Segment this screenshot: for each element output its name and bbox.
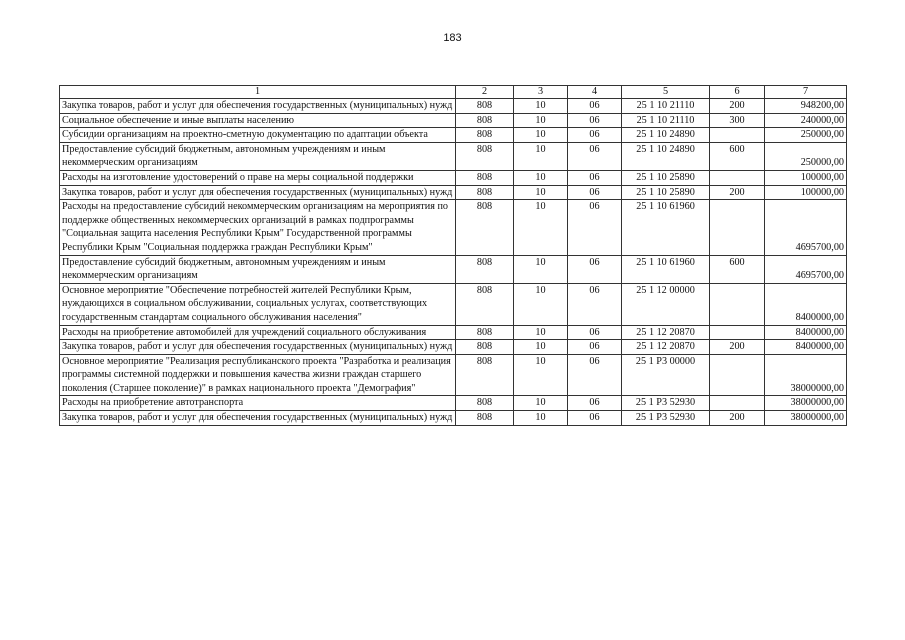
item-name: Предоставление субсидий бюджетным, автономным учреждениям и иным некоммерческим организациям (60, 142, 456, 170)
item-name: Основное мероприятие "Обеспечение потребностей жителей Республики Крым, нуждающихся в социальном обслуживании, социальных услугах, соответствующих государственным стандартам социального обслуживания населения" (60, 283, 456, 325)
ministry-code: 808 (456, 142, 514, 170)
col-header-6: 6 (710, 86, 765, 99)
subsection-code: 06 (568, 128, 622, 143)
subsection-code: 06 (568, 99, 622, 114)
ministry-code: 808 (456, 283, 514, 325)
target-article-code: 25 1 12 20870 (622, 340, 710, 355)
ministry-code: 808 (456, 354, 514, 396)
item-name: Закупка товаров, работ и услуг для обеспечения государственных (муниципальных) нужд (60, 185, 456, 200)
item-name: Расходы на приобретение автотранспорта (60, 396, 456, 411)
expense-type-code (710, 170, 765, 185)
ministry-code: 808 (456, 200, 514, 255)
col-header-2: 2 (456, 86, 514, 99)
expense-type-code (710, 128, 765, 143)
subsection-code: 06 (568, 200, 622, 255)
table-row (60, 255, 847, 283)
subsection-code: 06 (568, 340, 622, 355)
subsection-code: 06 (568, 185, 622, 200)
expense-type-code: 200 (710, 99, 765, 114)
col-header-1: 1 (60, 86, 456, 99)
target-article-code: 25 1 10 21110 (622, 113, 710, 128)
expense-type-code: 200 (710, 185, 765, 200)
item-name: Расходы на предоставление субсидий некоммерческим организациям на мероприятия по поддержке общественных некоммерческих организаций в рамках подпрограммы "Социальная защита населения Республики Крым" Государственной программы Республики Крым "Социальная поддержка граждан Республики Крым" (60, 200, 456, 255)
table-row (60, 113, 847, 128)
target-article-code: 25 1 12 00000 (622, 283, 710, 325)
amount: 100000,00 (765, 185, 847, 200)
expense-type-code: 200 (710, 411, 765, 426)
amount: 250000,00 (765, 142, 847, 170)
amount: 8400000,00 (765, 325, 847, 340)
amount: 250000,00 (765, 128, 847, 143)
section-code: 10 (514, 354, 568, 396)
section-code: 10 (514, 396, 568, 411)
target-article-code: 25 1 10 21110 (622, 99, 710, 114)
amount: 38000000,00 (765, 411, 847, 426)
target-article-code: 25 1 10 24890 (622, 128, 710, 143)
target-article-code: 25 1 10 25890 (622, 185, 710, 200)
ministry-code: 808 (456, 113, 514, 128)
expense-type-code: 600 (710, 142, 765, 170)
item-name: Закупка товаров, работ и услуг для обеспечения государственных (муниципальных) нужд (60, 99, 456, 114)
ministry-code: 808 (456, 185, 514, 200)
col-header-4: 4 (568, 86, 622, 99)
expense-type-code (710, 354, 765, 396)
header-row (60, 86, 847, 99)
amount: 100000,00 (765, 170, 847, 185)
section-code: 10 (514, 142, 568, 170)
budget-table (59, 85, 847, 426)
section-code: 10 (514, 411, 568, 426)
subsection-code: 06 (568, 325, 622, 340)
col-header-7: 7 (765, 86, 847, 99)
section-code: 10 (514, 325, 568, 340)
target-article-code: 25 1 10 24890 (622, 142, 710, 170)
expense-type-code: 600 (710, 255, 765, 283)
section-code: 10 (514, 200, 568, 255)
table-row (60, 170, 847, 185)
item-name: Основное мероприятие "Реализация республиканского проекта "Разработка и реализация программы системной поддержки и повышения качества жизни граждан старшего поколения (Старшее поколение)" в рамках национального проекта "Демография" (60, 354, 456, 396)
section-code: 10 (514, 170, 568, 185)
table-row (60, 340, 847, 355)
section-code: 10 (514, 113, 568, 128)
target-article-code: 25 1 10 25890 (622, 170, 710, 185)
section-code: 10 (514, 283, 568, 325)
amount: 8400000,00 (765, 283, 847, 325)
subsection-code: 06 (568, 411, 622, 426)
amount: 38000000,00 (765, 396, 847, 411)
expense-type-code (710, 396, 765, 411)
col-header-5: 5 (622, 86, 710, 99)
item-name: Субсидии организациям на проектно-сметную документацию по адаптации объекта (60, 128, 456, 143)
table-row (60, 185, 847, 200)
expense-type-code (710, 283, 765, 325)
ministry-code: 808 (456, 99, 514, 114)
table-row (60, 354, 847, 396)
table-row (60, 325, 847, 340)
amount: 4695700,00 (765, 255, 847, 283)
expense-type-code (710, 325, 765, 340)
amount: 240000,00 (765, 113, 847, 128)
table-row (60, 396, 847, 411)
amount: 38000000,00 (765, 354, 847, 396)
expense-type-code (710, 200, 765, 255)
subsection-code: 06 (568, 354, 622, 396)
expense-type-code: 300 (710, 113, 765, 128)
expense-type-code: 200 (710, 340, 765, 355)
subsection-code: 06 (568, 255, 622, 283)
table-row (60, 99, 847, 114)
subsection-code: 06 (568, 113, 622, 128)
item-name: Социальное обеспечение и иные выплаты населению (60, 113, 456, 128)
section-code: 10 (514, 340, 568, 355)
subsection-code: 06 (568, 170, 622, 185)
table-row (60, 128, 847, 143)
subsection-code: 06 (568, 142, 622, 170)
target-article-code: 25 1 10 61960 (622, 200, 710, 255)
ministry-code: 808 (456, 128, 514, 143)
section-code: 10 (514, 99, 568, 114)
table-row (60, 411, 847, 426)
target-article-code: 25 1 Р3 52930 (622, 396, 710, 411)
subsection-code: 06 (568, 396, 622, 411)
target-article-code: 25 1 Р3 00000 (622, 354, 710, 396)
section-code: 10 (514, 255, 568, 283)
item-name: Закупка товаров, работ и услуг для обеспечения государственных (муниципальных) нужд (60, 411, 456, 426)
amount: 8400000,00 (765, 340, 847, 355)
target-article-code: 25 1 12 20870 (622, 325, 710, 340)
page-number: 183 (443, 32, 462, 44)
amount: 948200,00 (765, 99, 847, 114)
ministry-code: 808 (456, 411, 514, 426)
item-name: Предоставление субсидий бюджетным, автономным учреждениям и иным некоммерческим организациям (60, 255, 456, 283)
item-name: Расходы на изготовление удостоверений о праве на меры социальной поддержки (60, 170, 456, 185)
table-row (60, 283, 847, 325)
table-row (60, 142, 847, 170)
section-code: 10 (514, 128, 568, 143)
amount: 4695700,00 (765, 200, 847, 255)
target-article-code: 25 1 Р3 52930 (622, 411, 710, 426)
ministry-code: 808 (456, 255, 514, 283)
col-header-3: 3 (514, 86, 568, 99)
item-name: Расходы на приобретение автомобилей для учреждений социального обслуживания (60, 325, 456, 340)
item-name: Закупка товаров, работ и услуг для обеспечения государственных (муниципальных) нужд (60, 340, 456, 355)
ministry-code: 808 (456, 340, 514, 355)
target-article-code: 25 1 10 61960 (622, 255, 710, 283)
ministry-code: 808 (456, 325, 514, 340)
ministry-code: 808 (456, 396, 514, 411)
subsection-code: 06 (568, 283, 622, 325)
section-code: 10 (514, 185, 568, 200)
ministry-code: 808 (456, 170, 514, 185)
table-row (60, 200, 847, 255)
